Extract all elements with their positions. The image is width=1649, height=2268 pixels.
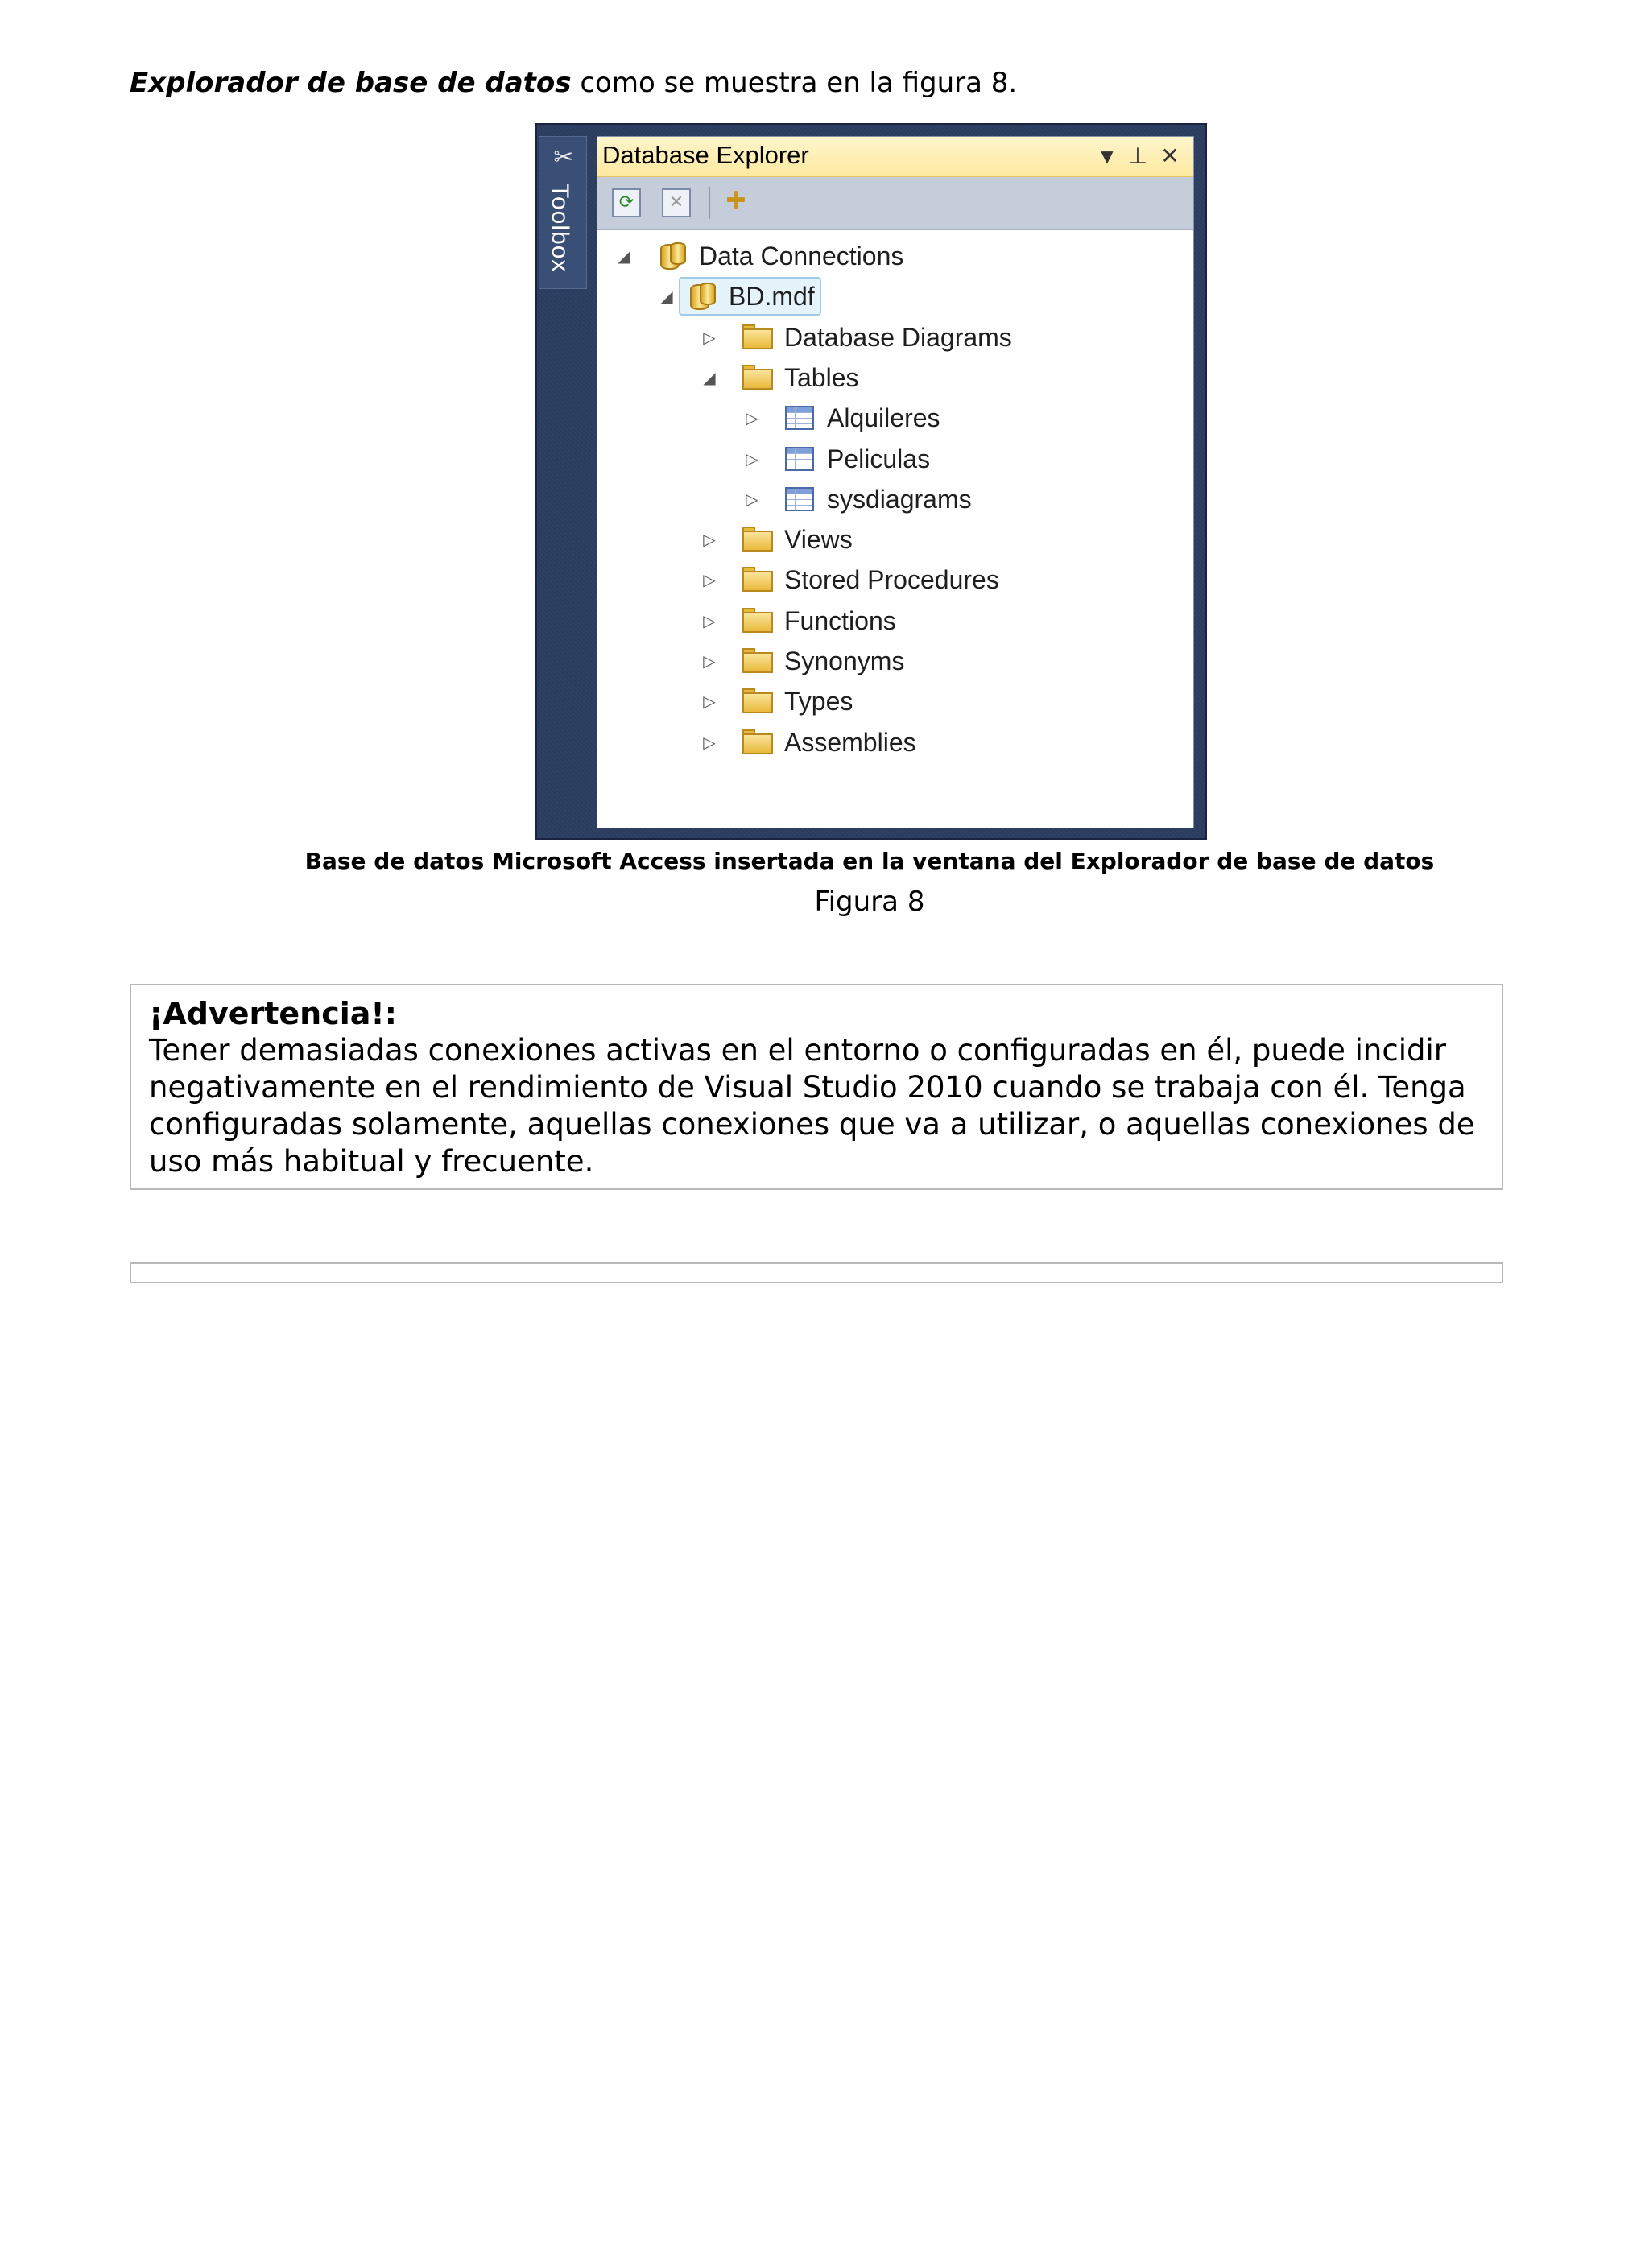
intro-bold-term: Explorador de base de datos: [130, 67, 572, 99]
expand-arrow-icon[interactable]: ▷: [703, 692, 716, 711]
tree-node-content[interactable]: [721, 647, 904, 676]
tree-node-label: BD.mdf: [729, 281, 815, 311]
pin-icon[interactable]: ⊥: [1127, 143, 1148, 169]
expand-arrow-icon[interactable]: ▷: [703, 733, 716, 752]
tree-node[interactable]: [655, 277, 821, 316]
tree-node-content[interactable]: [721, 687, 853, 717]
folder-icon: [741, 526, 773, 553]
panel-toolbar: [597, 177, 1193, 230]
warning-title: ¡Advertencia!:: [149, 996, 397, 1031]
expand-arrow-icon[interactable]: ▷: [703, 328, 716, 347]
folder-icon: [741, 364, 773, 391]
tree-node-content[interactable]: [764, 403, 940, 433]
toolbox-label: Toolbox: [547, 184, 573, 273]
toolbox-tab[interactable]: [539, 136, 587, 289]
table-icon: [783, 445, 816, 473]
refresh-icon[interactable]: ⟳: [612, 188, 641, 217]
database-explorer-figure: [535, 123, 1207, 840]
tree-node-content[interactable]: [721, 728, 916, 758]
tree-node[interactable]: [697, 318, 1012, 357]
tree-node[interactable]: [697, 723, 916, 762]
tree-node[interactable]: [697, 682, 853, 721]
tree-node-content[interactable]: [721, 606, 896, 636]
tree-node-label: Views: [784, 524, 853, 554]
database-icon: [685, 283, 717, 310]
tree-node[interactable]: [612, 237, 903, 275]
tree-node[interactable]: [697, 642, 904, 680]
tree-node-label: Synonyms: [784, 646, 905, 675]
collapse-arrow-icon[interactable]: ◢: [703, 369, 716, 387]
tree-node-content[interactable]: [721, 565, 999, 595]
tree-node-content[interactable]: [679, 277, 821, 316]
warning-text: Tener demasiadas conexiones activas en el entorno o configuradas en él, puede incidir negativamente en el rendimiento de Visual Studio 2010 cuando se trabaja con él. Tenga configuradas solamente, aquellas conexiones que va a utilizar, o aquellas conexiones de uso más habitual y frecuente.: [149, 1033, 1475, 1179]
tools-icon: ✂: [553, 143, 574, 171]
folder-icon: [741, 647, 773, 675]
tree-node-content[interactable]: [636, 242, 903, 271]
tree-node-content[interactable]: [764, 485, 972, 514]
tree-node-label: Types: [784, 686, 853, 716]
tree-node[interactable]: [740, 399, 940, 437]
intro-rest: como se muestra en la figura 8.: [571, 67, 1018, 99]
connect-to-database-icon[interactable]: ✚: [725, 187, 746, 215]
warning-box: [130, 984, 1503, 1190]
collapse-arrow-icon[interactable]: ◢: [660, 287, 673, 306]
expand-arrow-icon[interactable]: ▷: [703, 531, 716, 549]
tree-node-content[interactable]: [721, 525, 853, 555]
tree-node-label: Alquileres: [827, 403, 940, 432]
folder-icon: [741, 566, 773, 593]
tree-node-content[interactable]: [764, 444, 930, 474]
tree-node-label: Database Diagrams: [784, 322, 1012, 352]
expand-arrow-icon[interactable]: ▷: [746, 490, 758, 509]
expand-arrow-icon[interactable]: ▷: [746, 450, 758, 469]
expand-arrow-icon[interactable]: ▷: [703, 571, 716, 589]
folder-icon: [741, 607, 773, 634]
tree-node[interactable]: [697, 358, 859, 397]
close-icon[interactable]: ✕: [1160, 143, 1180, 169]
tree-node[interactable]: [740, 480, 972, 518]
table-icon: [783, 485, 816, 513]
table-icon: [783, 404, 816, 432]
database-icon: [655, 242, 688, 270]
folder-icon: [741, 324, 773, 351]
tree-node-label: Stored Procedures: [784, 564, 999, 594]
figure-number: Figura 8: [814, 886, 925, 918]
tree-node[interactable]: [697, 601, 896, 640]
empty-box: [130, 1262, 1503, 1283]
collapse-arrow-icon[interactable]: ◢: [618, 247, 630, 266]
figure-caption: Base de datos Microsoft Access insertada en la ventana del Explorador de base de datos: [304, 848, 1435, 874]
stop-icon[interactable]: ✕: [662, 188, 691, 217]
expand-arrow-icon[interactable]: ▷: [703, 612, 716, 630]
tree-node-label: Tables: [784, 362, 859, 392]
tree-node-label: sysdiagrams: [827, 484, 972, 514]
chevron-down-icon[interactable]: ▼: [1101, 147, 1114, 166]
intro-paragraph: [130, 64, 1017, 101]
folder-icon: [741, 729, 773, 756]
tree-node[interactable]: [697, 560, 999, 599]
tree-node-label: Data Connections: [699, 241, 904, 271]
tree-node-label: Functions: [784, 605, 896, 635]
toolbar-separator: [709, 187, 710, 219]
panel-title: Database Explorer: [602, 141, 809, 169]
expand-arrow-icon[interactable]: ▷: [703, 652, 716, 671]
tree-node-content[interactable]: [721, 323, 1012, 353]
tree-node[interactable]: [740, 440, 930, 478]
expand-arrow-icon[interactable]: ▷: [746, 409, 758, 428]
tree-node-content[interactable]: [721, 363, 859, 393]
tree-node[interactable]: [697, 520, 853, 559]
folder-icon: [741, 688, 773, 715]
tree-node-label: Peliculas: [827, 444, 931, 473]
tree-node-label: Assemblies: [784, 727, 916, 757]
database-explorer-panel: [597, 136, 1194, 828]
panel-title-bar: [597, 137, 1193, 177]
